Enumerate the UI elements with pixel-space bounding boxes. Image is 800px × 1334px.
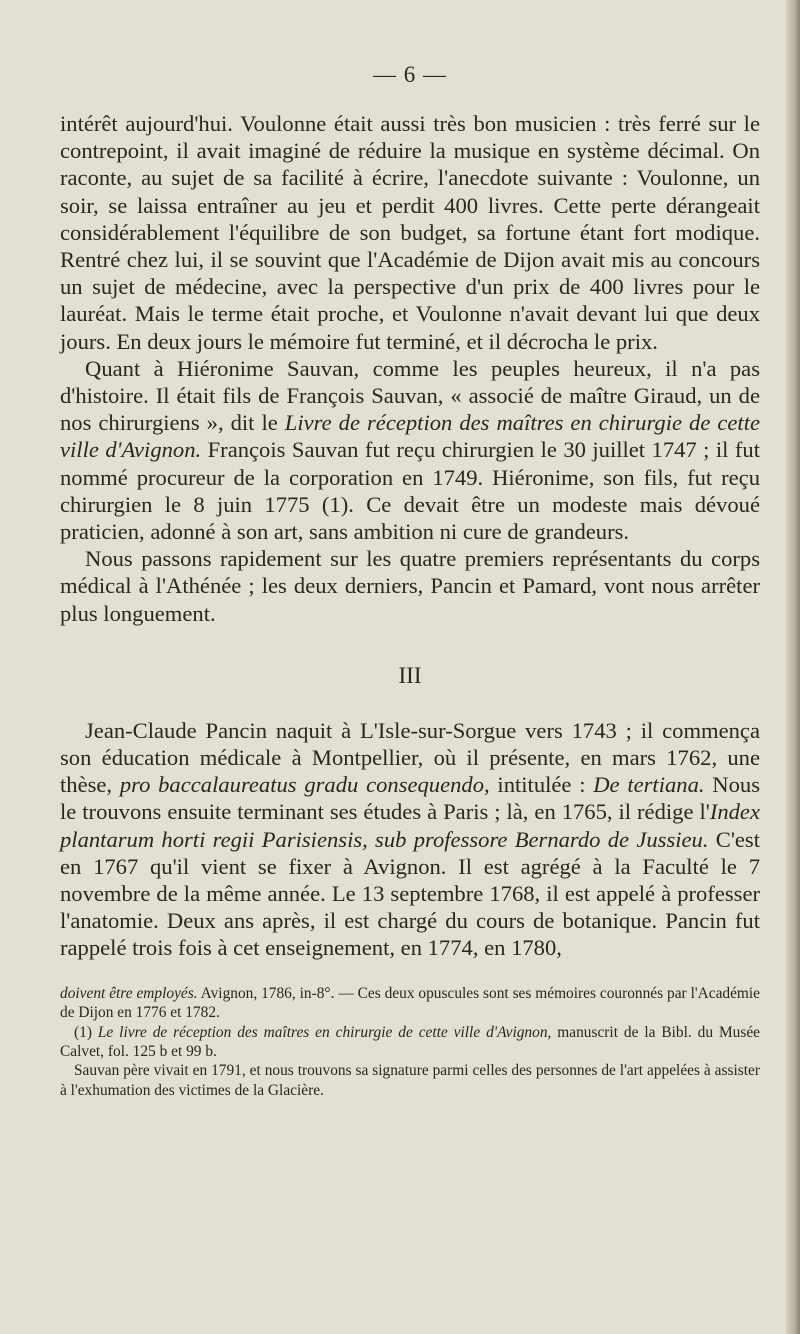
text-run: Avignon, 1786, in-8°. — Ces deux opuscules sont ses mémoires couronnés par l'Académie de Dijon en 1776 et 1782. xyxy=(60,984,761,1022)
section-heading: III xyxy=(398,662,422,688)
body-text-top xyxy=(60,110,760,627)
text-run: Nous passons rapidement sur les quatre premiers représentants du corps médical à l'Athénée ; les deux derniers, Pancin et Pamard, vont nous arrêter plus longuement. xyxy=(60,546,760,626)
text-run: (1) xyxy=(74,1023,98,1041)
paragraph xyxy=(60,717,760,962)
footnote xyxy=(60,1061,760,1100)
italic-run: pro baccalaureatus gradu consequendo, xyxy=(119,772,490,798)
text-run: C'est en 1767 qu'il vient se fixer à Avignon. Il est agrégé à la Faculté le 7 novembre de la même année. Le 13 septembre 1768, il est appelé à professer l'anatomie. Deux ans après, il est chargé du cours de botanique. Pancin fut rappelé trois fois à cet enseignement, en 1774, en 1780, xyxy=(60,826,760,961)
book-page xyxy=(60,62,760,1100)
text-run: Nous le trouvons ensuite terminant ses études à Paris ; là, en 1765, il rédige l' xyxy=(60,772,760,825)
footnote xyxy=(60,984,760,1023)
italic-run: De tertiana. xyxy=(593,772,705,798)
italic-run: Livre de réception des maîtres en chirurgie de cette ville d'Avignon. xyxy=(60,410,760,463)
page-number: — 6 — xyxy=(373,62,447,87)
paragraph xyxy=(60,355,760,545)
italic-run: doivent être employés. xyxy=(60,984,198,1002)
footnote xyxy=(60,1023,760,1062)
paragraph xyxy=(60,110,760,355)
footnotes xyxy=(60,984,760,1100)
italic-run: Le livre de réception des maîtres en chirurgie de cette ville d'Avignon, xyxy=(97,1023,552,1041)
text-run: Quant à Hiéronime Sauvan, comme les peuples heureux, il n'a pas d'histoire. Il était fils de François Sauvan, « associé de maître Giraud, un de nos chirurgiens », dit le xyxy=(60,355,760,436)
text-run: manuscrit de la Bibl. du Musée Calvet, fol. 125 b et 99 b. xyxy=(60,1023,760,1060)
body-text-bottom xyxy=(60,717,760,962)
text-run: Sauvan père vivait en 1791, et nous trouvons sa signature parmi celles des personnes de l'art appelées à assister à l'exhumation des victimes de la Glacière. xyxy=(60,1062,760,1099)
text-run: Jean-Claude Pancin naquit à L'Isle-sur-Sorgue vers 1743 ; il commença son éducation médicale à Montpellier, où il présente, en mars 1762, une thèse, xyxy=(60,717,760,798)
page-edge-shadow xyxy=(786,0,800,1334)
text-run: François Sauvan fut reçu chirurgien le 30 juillet 1747 ; il fut nommé procureur de la corporation en 1749. Hiéronime, son fils, fut reçu chirurgien le 8 juin 1775 (1). Ce devait être un modeste mais dévoué praticien, adonné à son art, sans ambition ni cure de grandeurs. xyxy=(60,437,760,545)
paragraph xyxy=(60,545,760,627)
italic-run: Index plantarum horti regii Parisiensis, sub professore Bernardo de Jussieu. xyxy=(60,799,760,852)
text-run: intérêt aujourd'hui. Voulonne était aussi très bon musicien : très ferré sur le contrepoint, il avait imaginé de réduire la musique en système décimal. On raconte, au sujet de sa facilité à écrire, l'anecdote suivante : Voulonne, un soir, se laissa entraîner au jeu et perdit 400 livres. Cette perte dérangeait considérablement l'équilibre de son budget, sa fortune étant fort modique. Rentré chez lui, il se souvint que l'Académie de Dijon avait mis au concours un sujet de médecine, avec la perspective d'un prix de 400 livres pour le lauréat. Mais le terme était proche, et Voulonne n'avait devant lui que deux jours. En deux jours le mémoire fut terminé, et il décrocha le prix. xyxy=(60,111,760,354)
text-run: intitulée : xyxy=(489,772,594,798)
